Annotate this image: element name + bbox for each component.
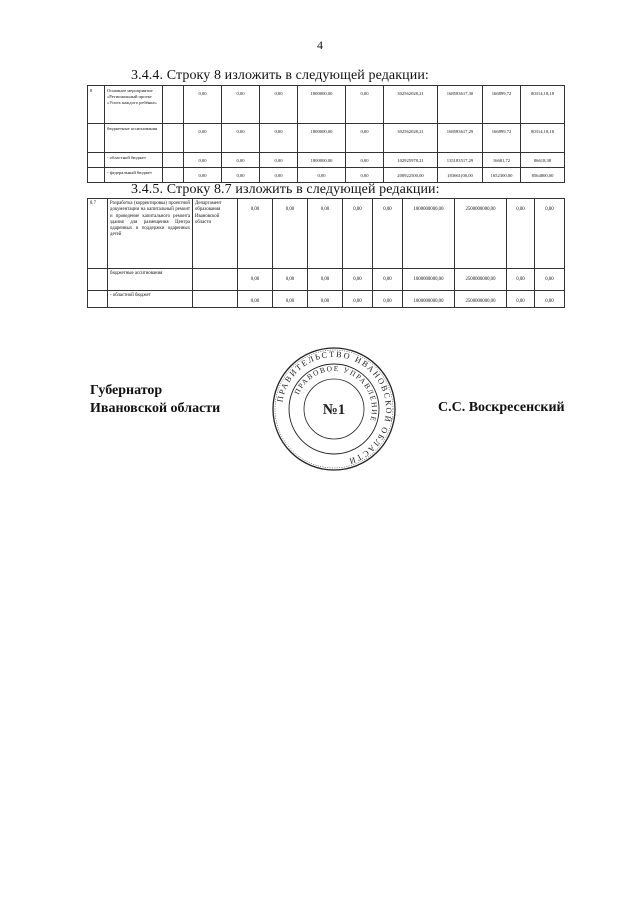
amount-cell: 0,00 <box>343 291 373 308</box>
row-number-cell <box>88 124 105 153</box>
amount-cell: 0,00 <box>260 153 298 168</box>
row-title-cell: бюджетные ассигнования <box>105 124 163 153</box>
amount-cell: 1800000,00 <box>298 124 346 153</box>
amount-cell: 0,00 <box>308 199 343 269</box>
executor-cell <box>193 269 238 291</box>
amount-cell: 0,00 <box>260 168 298 183</box>
amount-cell: 168583617,29 <box>438 124 483 153</box>
amount-cell: 0,00 <box>273 199 308 269</box>
seal-outer-text: ПРАВИТЕЛЬСТВО ИВАНОВСКОЙ ОБЛАСТИ <box>275 349 394 467</box>
amount-cell: 166899,72 <box>483 124 521 153</box>
amount-cell: 0,00 <box>222 124 260 153</box>
amount-cell: 0,00 <box>238 291 273 308</box>
amount-cell: 0,00 <box>535 269 565 291</box>
amount-cell: 0,00 <box>260 124 298 153</box>
row-number-cell <box>88 168 105 183</box>
amount-cell: 0,00 <box>346 168 384 183</box>
amount-cell: 0,00 <box>238 199 273 269</box>
amount-cell: 0,00 <box>184 168 222 183</box>
executor-cell <box>163 153 184 168</box>
amount-cell: 0,00 <box>273 269 308 291</box>
row-number-cell: 8.7 <box>88 199 108 269</box>
amount-cell: 80314,18,18 <box>521 86 565 124</box>
section-heading-3-4-4: 3.4.4. Строку 8 изложить в следующей редакции: <box>131 68 429 83</box>
amount-cell: 2500000000,00 <box>455 291 507 308</box>
amount-cell: 1000000000,00 <box>403 291 455 308</box>
table-row <box>88 153 565 168</box>
amount-cell: 2500000000,00 <box>455 199 507 269</box>
signature-name: С.С. Воскресенский <box>438 400 565 415</box>
row-number-cell <box>88 291 108 308</box>
amount-cell: 0,00 <box>373 291 403 308</box>
section-heading-3-4-5: 3.4.5. Строку 8.7 изложить в следующей редакции: <box>131 182 440 197</box>
amount-cell: 0,00 <box>346 86 384 124</box>
amount-cell: 0,00 <box>308 269 343 291</box>
amount-cell: 2500000000,00 <box>455 269 507 291</box>
amount-cell: 166899,72 <box>483 86 521 124</box>
amount-cell: 302562028,21 <box>384 124 438 153</box>
amount-cell: 0,00 <box>346 124 384 153</box>
page-number: 4 <box>317 38 323 52</box>
executor-cell: Департамент образования Ивановской области <box>193 199 238 269</box>
amount-cell: 0,00 <box>535 291 565 308</box>
amount-cell: 0,00 <box>222 153 260 168</box>
amount-cell: 0,00 <box>222 168 260 183</box>
table-row <box>88 199 565 269</box>
amount-cell: 0,00 <box>373 269 403 291</box>
amount-cell: 0,00 <box>507 199 535 269</box>
amount-cell: 0,00 <box>343 269 373 291</box>
executor-cell <box>163 86 184 124</box>
amount-cell: 0,00 <box>184 153 222 168</box>
amount-cell: 1000000000,00 <box>403 199 455 269</box>
official-seal <box>271 346 397 472</box>
seal-center-number: №1 <box>322 402 346 418</box>
amount-cell: 200922500,00 <box>384 168 438 183</box>
amount-cell: 0,00 <box>373 199 403 269</box>
amount-cell: 0,00 <box>343 199 373 269</box>
amount-cell: 102925978,21 <box>384 153 438 168</box>
signature-title-line1: Губернатор <box>90 383 163 398</box>
amount-cell: 0,00 <box>507 269 535 291</box>
signature-position <box>90 382 220 418</box>
table-row <box>88 269 565 291</box>
amount-cell: 16681,72 <box>483 153 521 168</box>
table-row <box>88 291 565 308</box>
amount-cell: 0,00 <box>260 86 298 124</box>
amount-cell: 8564800,00 <box>521 168 565 183</box>
budget-table-row-8 <box>87 85 565 183</box>
seal-inner-text: ПРАВОВОЕ УПРАВЛЕНИЕ <box>292 363 380 424</box>
amount-cell: 0,00 <box>298 168 346 183</box>
amount-cell: 0,00 <box>308 291 343 308</box>
row-title-cell: бюджетные ассигнования <box>108 269 193 291</box>
executor-cell <box>163 124 184 153</box>
budget-table-row-8-7 <box>87 198 565 308</box>
amount-cell: 0,00 <box>238 269 273 291</box>
amount-cell: 80314,18,18 <box>521 124 565 153</box>
row-title-cell: - областной бюджет <box>108 291 193 308</box>
amount-cell: 0,00 <box>184 86 222 124</box>
amount-cell: 0,00 <box>222 86 260 124</box>
amount-cell: 0,00 <box>184 124 222 153</box>
table-row <box>88 168 565 183</box>
amount-cell: 168583617,30 <box>438 86 483 124</box>
executor-cell <box>163 168 184 183</box>
amount-cell: 183661(00,00 <box>438 168 483 183</box>
row-number-cell <box>88 153 105 168</box>
amount-cell: 0,00 <box>535 199 565 269</box>
row-title-cell: - федеральный бюджет <box>105 168 163 183</box>
amount-cell: 1800000,00 <box>298 153 346 168</box>
amount-cell: 86618,38 <box>521 153 565 168</box>
amount-cell: 1652300,00 <box>483 168 521 183</box>
signature-title-line2: Ивановской области <box>90 401 221 416</box>
amount-cell: 0,00 <box>346 153 384 168</box>
executor-cell <box>193 291 238 308</box>
amount-cell: 302562028,21 <box>384 86 438 124</box>
table-row <box>88 86 565 124</box>
amount-cell: 135183517,29 <box>438 153 483 168</box>
row-title-cell: - областной бюджет <box>105 153 163 168</box>
amount-cell: 0,00 <box>273 291 308 308</box>
amount-cell: 0,00 <box>507 291 535 308</box>
row-title-cell: Основное мероприятие «Региональный проект «Успех каждого ребёнка» <box>105 86 163 124</box>
table-row <box>88 124 565 153</box>
amount-cell: 1800000,00 <box>298 86 346 124</box>
amount-cell: 1000000000,00 <box>403 269 455 291</box>
row-title-cell: Разработка (корректировка) проектной документации на капитальный ремонт и проведение капитального ремонта здания для размещения Центра одаренных и поддержки одаренных детей <box>108 199 193 269</box>
row-number-cell: 8 <box>88 86 105 124</box>
row-number-cell <box>88 269 108 291</box>
